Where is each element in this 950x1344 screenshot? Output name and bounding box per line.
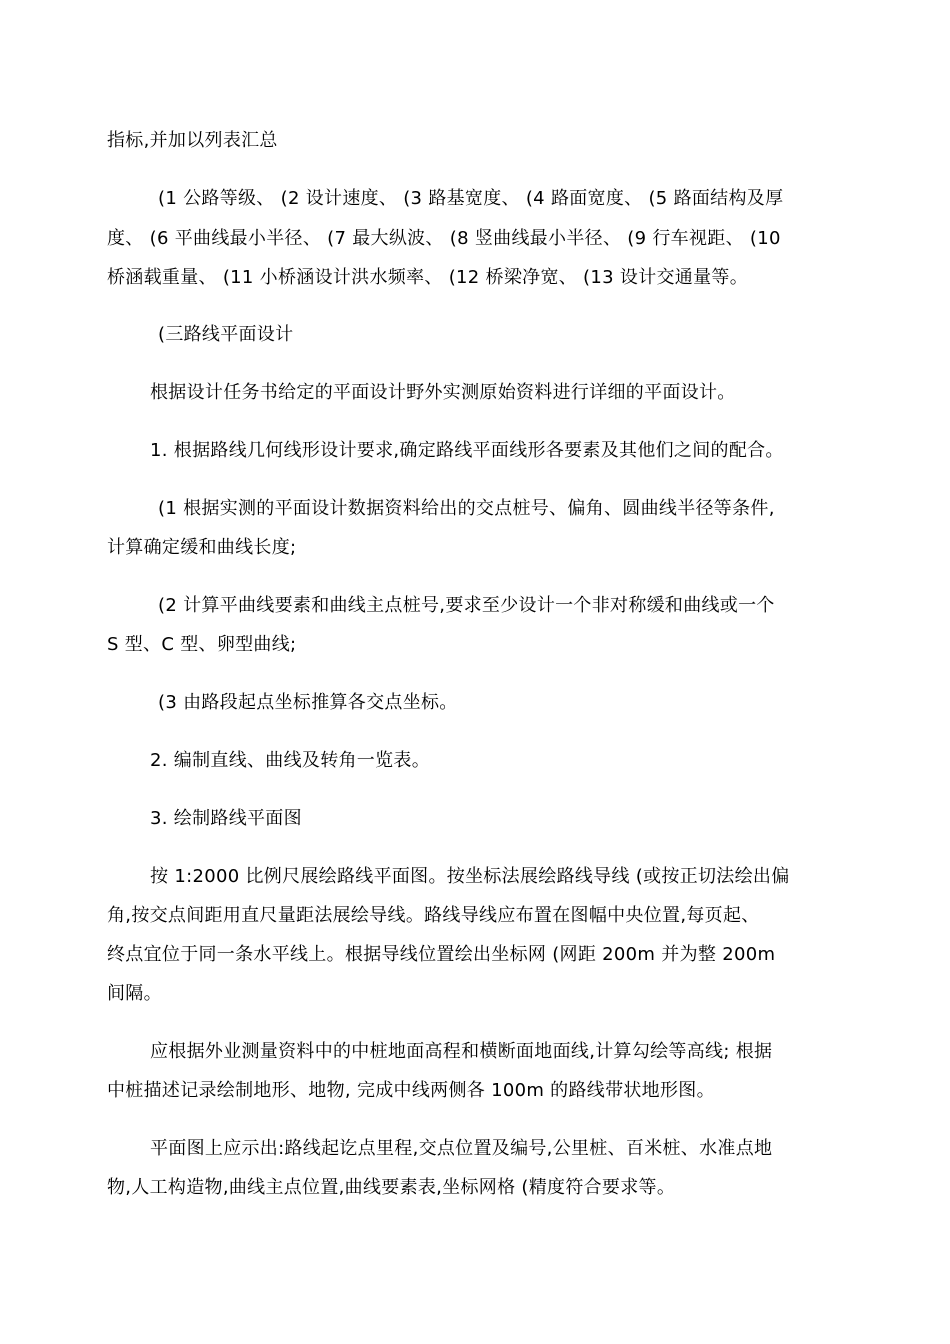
subitem-3: (3 由路段起点坐标推算各交点坐标。 xyxy=(158,692,458,713)
paragraph-indicator-list-line-1: (1 公路等级、 (2 设计速度、 (3 路基宽度、 (4 路面宽度、 (5 路面结构及厚 xyxy=(158,188,784,209)
paragraph-plan-contents-line-1: 平面图上应示出:路线起讫点里程,交点位置及编号,公里桩、百米桩、水准点地 xyxy=(150,1138,773,1159)
paragraph-scale-line-3: 终点宜位于同一条水平线上。根据导线位置绘出坐标网 (网距 200m 并为整 200m xyxy=(107,944,776,965)
item-3-drawing: 3. 绘制路线平面图 xyxy=(150,808,302,829)
paragraph-contour-line-1: 应根据外业测量资料中的中桩地面高程和横断面地面线,计算勾绘等高线; 根据 xyxy=(150,1041,773,1062)
paragraph-indicator-summary: 指标,并加以列表汇总 xyxy=(107,130,278,151)
subitem-2-line-1: (2 计算平曲线要素和曲线主点桩号,要求至少设计一个非对称缓和曲线或一个 xyxy=(158,595,775,616)
item-2-table: 2. 编制直线、曲线及转角一览表。 xyxy=(150,750,430,771)
paragraph-indicator-list-line-3: 桥涵载重量、 (11 小桥涵设计洪水频率、 (12 桥梁净宽、 (13 设计交通量等。 xyxy=(107,267,749,288)
paragraph-contour-line-2: 中桩描述记录绘制地形、地物, 完成中线两侧各 100m 的路线带状地形图。 xyxy=(107,1080,715,1101)
paragraph-scale-line-1: 按 1:2000 比例尺展绘路线平面图。按坐标法展绘路线导线 (或按正切法绘出偏 xyxy=(150,866,790,887)
paragraph-plan-contents-line-2: 物,人工构造物,曲线主点位置,曲线要素表,坐标网格 (精度符合要求等。 xyxy=(107,1177,676,1198)
paragraph-scale-line-2: 角,按交点间距用直尺量距法展绘导线。路线导线应布置在图幅中央位置,每页起、 xyxy=(107,905,760,926)
subitem-1-line-1: (1 根据实测的平面设计数据资料给出的交点桩号、偏角、圆曲线半径等条件, xyxy=(158,498,775,519)
paragraph-indicator-list-line-2: 度、 (6 平曲线最小半径、 (7 最大纵波、 (8 竖曲线最小半径、 (9 行车视距、 (10 xyxy=(107,228,781,249)
subitem-1-line-2: 计算确定缓和曲线长度; xyxy=(107,537,297,558)
item-1-geometric-design: 1. 根据路线几何线形设计要求,确定路线平面线形各要素及其他们之间的配合。 xyxy=(150,440,784,461)
paragraph-scale-line-4: 间隔。 xyxy=(107,983,162,1004)
paragraph-plane-design-intro: 根据设计任务书给定的平面设计野外实测原始资料进行详细的平面设计。 xyxy=(150,382,736,403)
section-heading-plane-design: (三路线平面设计 xyxy=(158,324,294,345)
subitem-2-line-2: S 型、C 型、卵型曲线; xyxy=(107,634,297,655)
